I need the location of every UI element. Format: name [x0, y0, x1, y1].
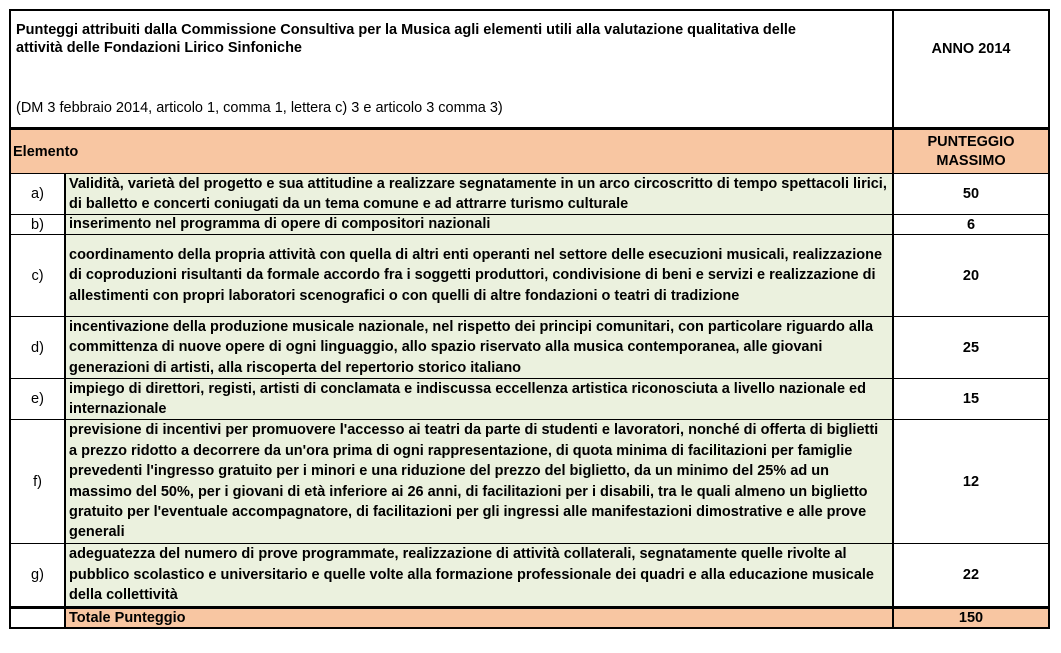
total-label: Totale Punteggio: [66, 609, 894, 627]
row-score: 25: [894, 317, 1048, 379]
row-letter: f): [11, 420, 66, 544]
title-line-1: Punteggi attribuiti dalla Commissione Consultiva per la Musica agli elementi utili alla valutazione qualitativa delle: [16, 22, 796, 38]
row-letter: c): [11, 235, 66, 317]
year-label: ANNO 2014: [931, 41, 1011, 57]
row-description: [66, 215, 894, 235]
row-text: incentivazione della produzione musicale nazionale, nel rispetto dei principi comunitari, con particolare riguardo alla committenza di nuove opere di ogni linguaggio, allo spazio riservato alla musica contemporanea, alle giovani generazioni di artisti, alla riscoperta del repertorio storico italiano: [69, 318, 874, 376]
row-score: 12: [894, 420, 1048, 544]
row-description: [66, 174, 894, 215]
decree-reference: (DM 3 febbraio 2014, articolo 1, comma 1, lettera c) 3 e articolo 3 comma 3): [16, 100, 503, 116]
column-header-score: PUNTEGGIO MASSIMO: [894, 130, 1048, 174]
row-score: 6: [894, 215, 1048, 235]
row-text: impiego di direttori, registi, artisti di conclamata e indiscussa eccellenza artistica riconosciuta a livello nazionale ed internazionale: [69, 380, 866, 417]
row-description: [66, 379, 894, 420]
row-description: [66, 317, 894, 379]
row-text: adeguatezza del numero di prove programmate, realizzazione di attività collaterali, segnatamente quelle rivolte al pubblico scolastico e universitario e quelle volte alla formazione professionale dei quadri e alla educazione musicale della collettività: [69, 546, 874, 604]
row-score: 20: [894, 235, 1048, 317]
row-letter: a): [11, 174, 66, 215]
row-text: inserimento nel programma di opere di compositori nazionali: [69, 216, 491, 233]
table-title: [11, 11, 894, 127]
title-line-2: attività delle Fondazioni Lirico Sinfoniche: [16, 40, 302, 56]
row-letter: b): [11, 215, 66, 235]
column-header-element: Elemento: [11, 130, 894, 174]
row-text: coordinamento della propria attività con quella di altri enti operanti nel settore delle esecuzioni musicali, realizzazione di coproduzioni risultanti da formale accordo fra i soggetti produttori, condivisione di beni e servizi e realizzazione di allestimenti con propri laboratori scenografici o con quelli di altre fondazioni o teatri di tradizione: [69, 246, 883, 304]
row-score: 50: [894, 174, 1048, 215]
row-score: 15: [894, 379, 1048, 420]
row-text: Validità, varietà del progetto e sua attitudine a realizzare segnatamente in un arco circoscritto di tempo spettacoli lirici, di balletto e concerti coniugati da un tema comune e ad attrarre turismo culturale: [69, 175, 887, 212]
row-score: 22: [962, 567, 980, 583]
total-value: 150: [894, 609, 1048, 627]
row-letter: e): [11, 379, 66, 420]
row-letter: g): [11, 544, 66, 606]
total-blank-cell: [11, 609, 66, 627]
row-letter: d): [11, 317, 66, 379]
row-text: previsione di incentivi per promuovere l'accesso ai teatri da parte di studenti e lavoratori, nonché di offerta di biglietti a prezzo ridotto a decorrere da un'ora prima di ogni rappresentazione, di quota minima di facilitazioni per famiglie prevedenti l'ingresso gratuito per i minori e una riduzione del prezzo del biglietto, da un minimo del 25% ad un massimo del 50%, per i giovani di età inferiore ai 26 anni, di facilitazioni per i disabili, tra le quali almeno un biglietto gratuito per l'eventuale accompagnatore, di facilitazioni per gli ingressi alle manifestazioni dimostrative e alle prove generali: [69, 422, 879, 541]
row-description: [66, 235, 894, 317]
row-description: [66, 544, 894, 606]
row-description: [66, 420, 894, 544]
score-table: [9, 9, 1050, 629]
